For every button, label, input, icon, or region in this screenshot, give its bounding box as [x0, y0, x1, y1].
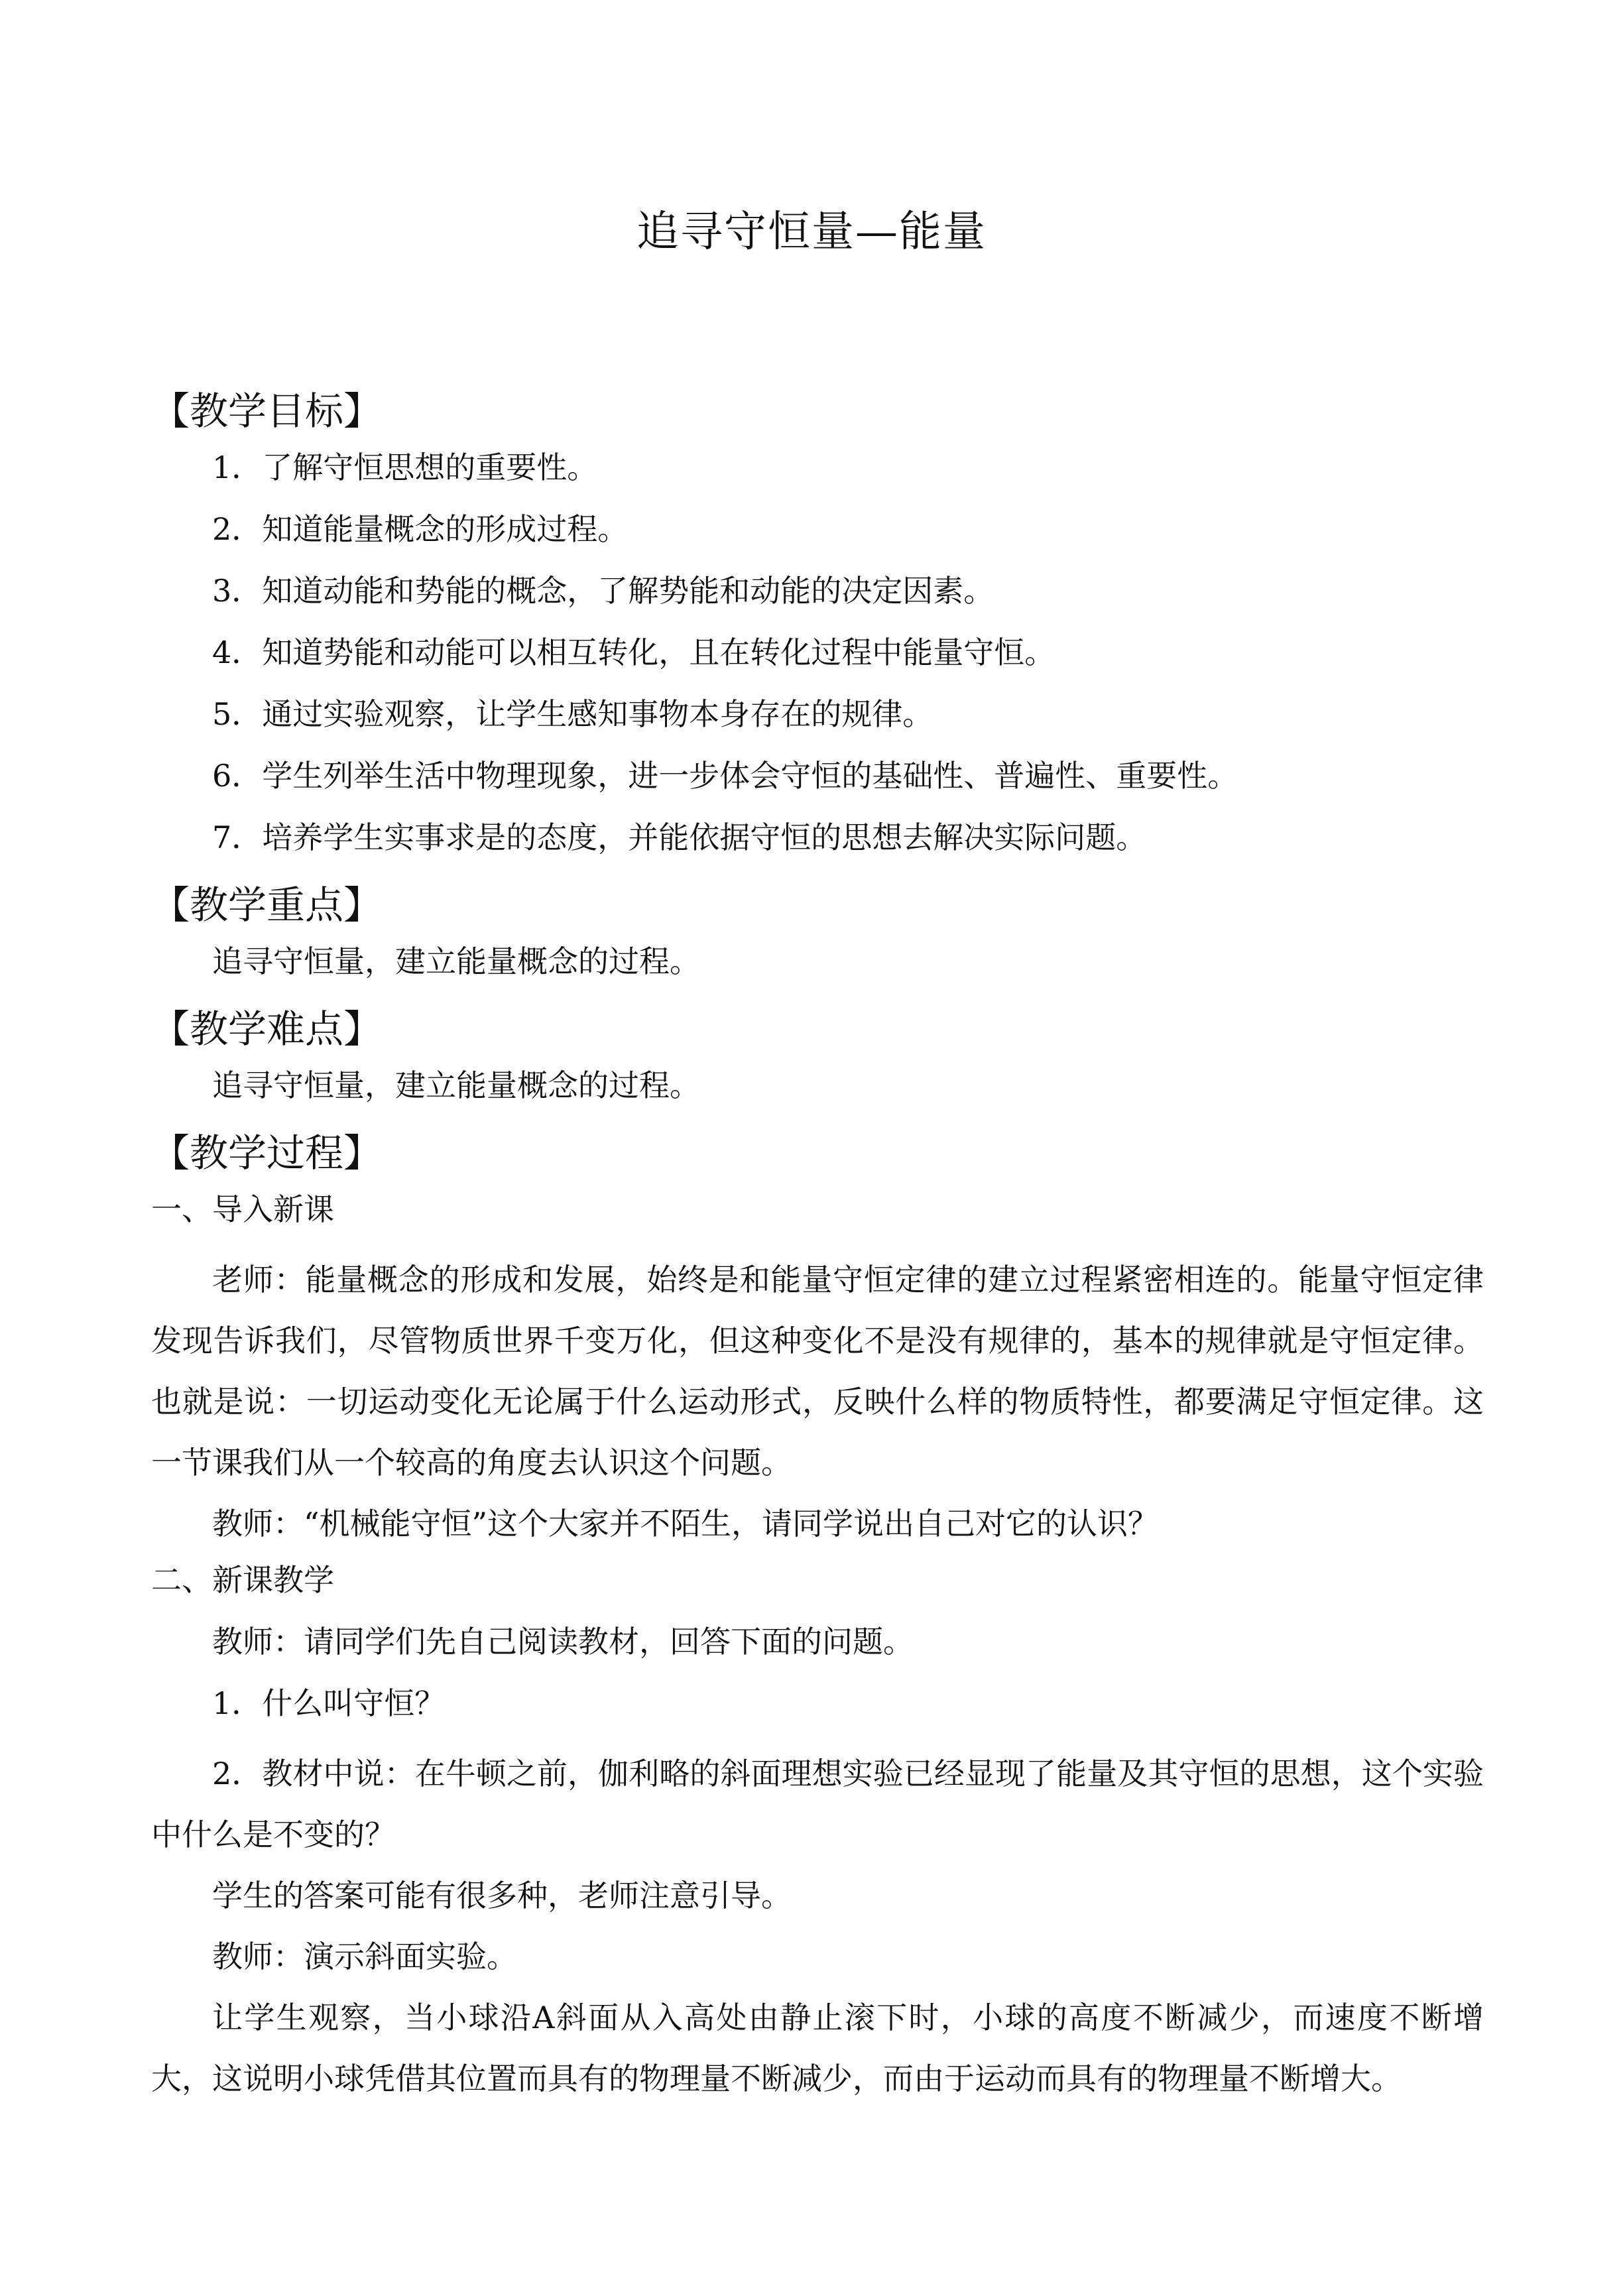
objective-item-7: 7．培养学生实事求是的态度，并能依据守恒的思想去解决实际问题。 [212, 819, 1147, 855]
process-heading: 【教学过程】 [151, 1130, 383, 1176]
section-2-paragraph-4: 让学生观察，当小球沿A斜面从入高处由静止滚下时，小球的高度不断减少，而速度不断增大，这说明小球凭借其位置而具有的物理量不断减少，而由于运动而具有的物理量不断增大。 [151, 2000, 1484, 2096]
section-2-paragraph-3: 教师：演示斜面实验。 [212, 1939, 517, 1974]
section-2-question-2: 2．教材中说：在牛顿之前，伽利略的斜面理想实验已经显现了能量及其守恒的思想，这个实验中什么是不变的？ [151, 1756, 1484, 1852]
section-2-paragraph-2: 学生的答案可能有很多种，老师注意引导。 [212, 1878, 792, 1913]
key-points-heading: 【教学重点】 [151, 882, 383, 928]
section-1-paragraph-2: 教师：“机械能守恒”这个大家并不陌生，请同学说出自己对它的认识？ [212, 1506, 1159, 1541]
section-2-paragraph-1: 教师：请同学们先自己阅读教材，回答下面的问题。 [212, 1624, 914, 1660]
document-title: 追寻守恒量—能量 [636, 208, 987, 257]
difficulties-heading: 【教学难点】 [151, 1006, 383, 1052]
objective-item-1: 1．了解守恒思想的重要性。 [212, 450, 598, 485]
objective-item-3: 3．知道动能和势能的概念，了解势能和动能的决定因素。 [212, 573, 994, 609]
objective-item-5: 5．通过实验观察，让学生感知事物本身存在的规律。 [212, 696, 933, 732]
objective-item-6: 6．学生列举生活中物理现象，进一步体会守恒的基础性、普遍性、重要性。 [212, 758, 1238, 794]
objectives-heading: 【教学目标】 [151, 389, 383, 434]
section-2-question-1: 1．什么叫守恒？ [212, 1685, 446, 1721]
key-points-text: 追寻守恒量，建立能量概念的过程。 [212, 943, 700, 979]
section-1-title: 一、导入新课 [151, 1191, 334, 1227]
section-1-paragraph-1: 老师：能量概念的形成和发展，始终是和能量守恒定律的建立过程紧密相连的。能量守恒定律发现告诉我们，尽管物质世界千变万化，但这种变化不是没有规律的，基本的规律就是守恒定律。也就是说：一切运动变化无论属于什么运动形式，反映什么样的物质特性，都要满足守恒定律。这一节课我们从一个较高的角度去认识这个问题。 [151, 1262, 1484, 1480]
objective-item-4: 4．知道势能和动能可以相互转化，且在转化过程中能量守恒。 [212, 634, 1055, 670]
difficulties-text: 追寻守恒量，建立能量概念的过程。 [212, 1067, 700, 1103]
objective-item-2: 2．知道能量概念的形成过程。 [212, 511, 629, 547]
section-2-title: 二、新课教学 [151, 1562, 334, 1598]
document-body [151, 383, 1484, 2109]
